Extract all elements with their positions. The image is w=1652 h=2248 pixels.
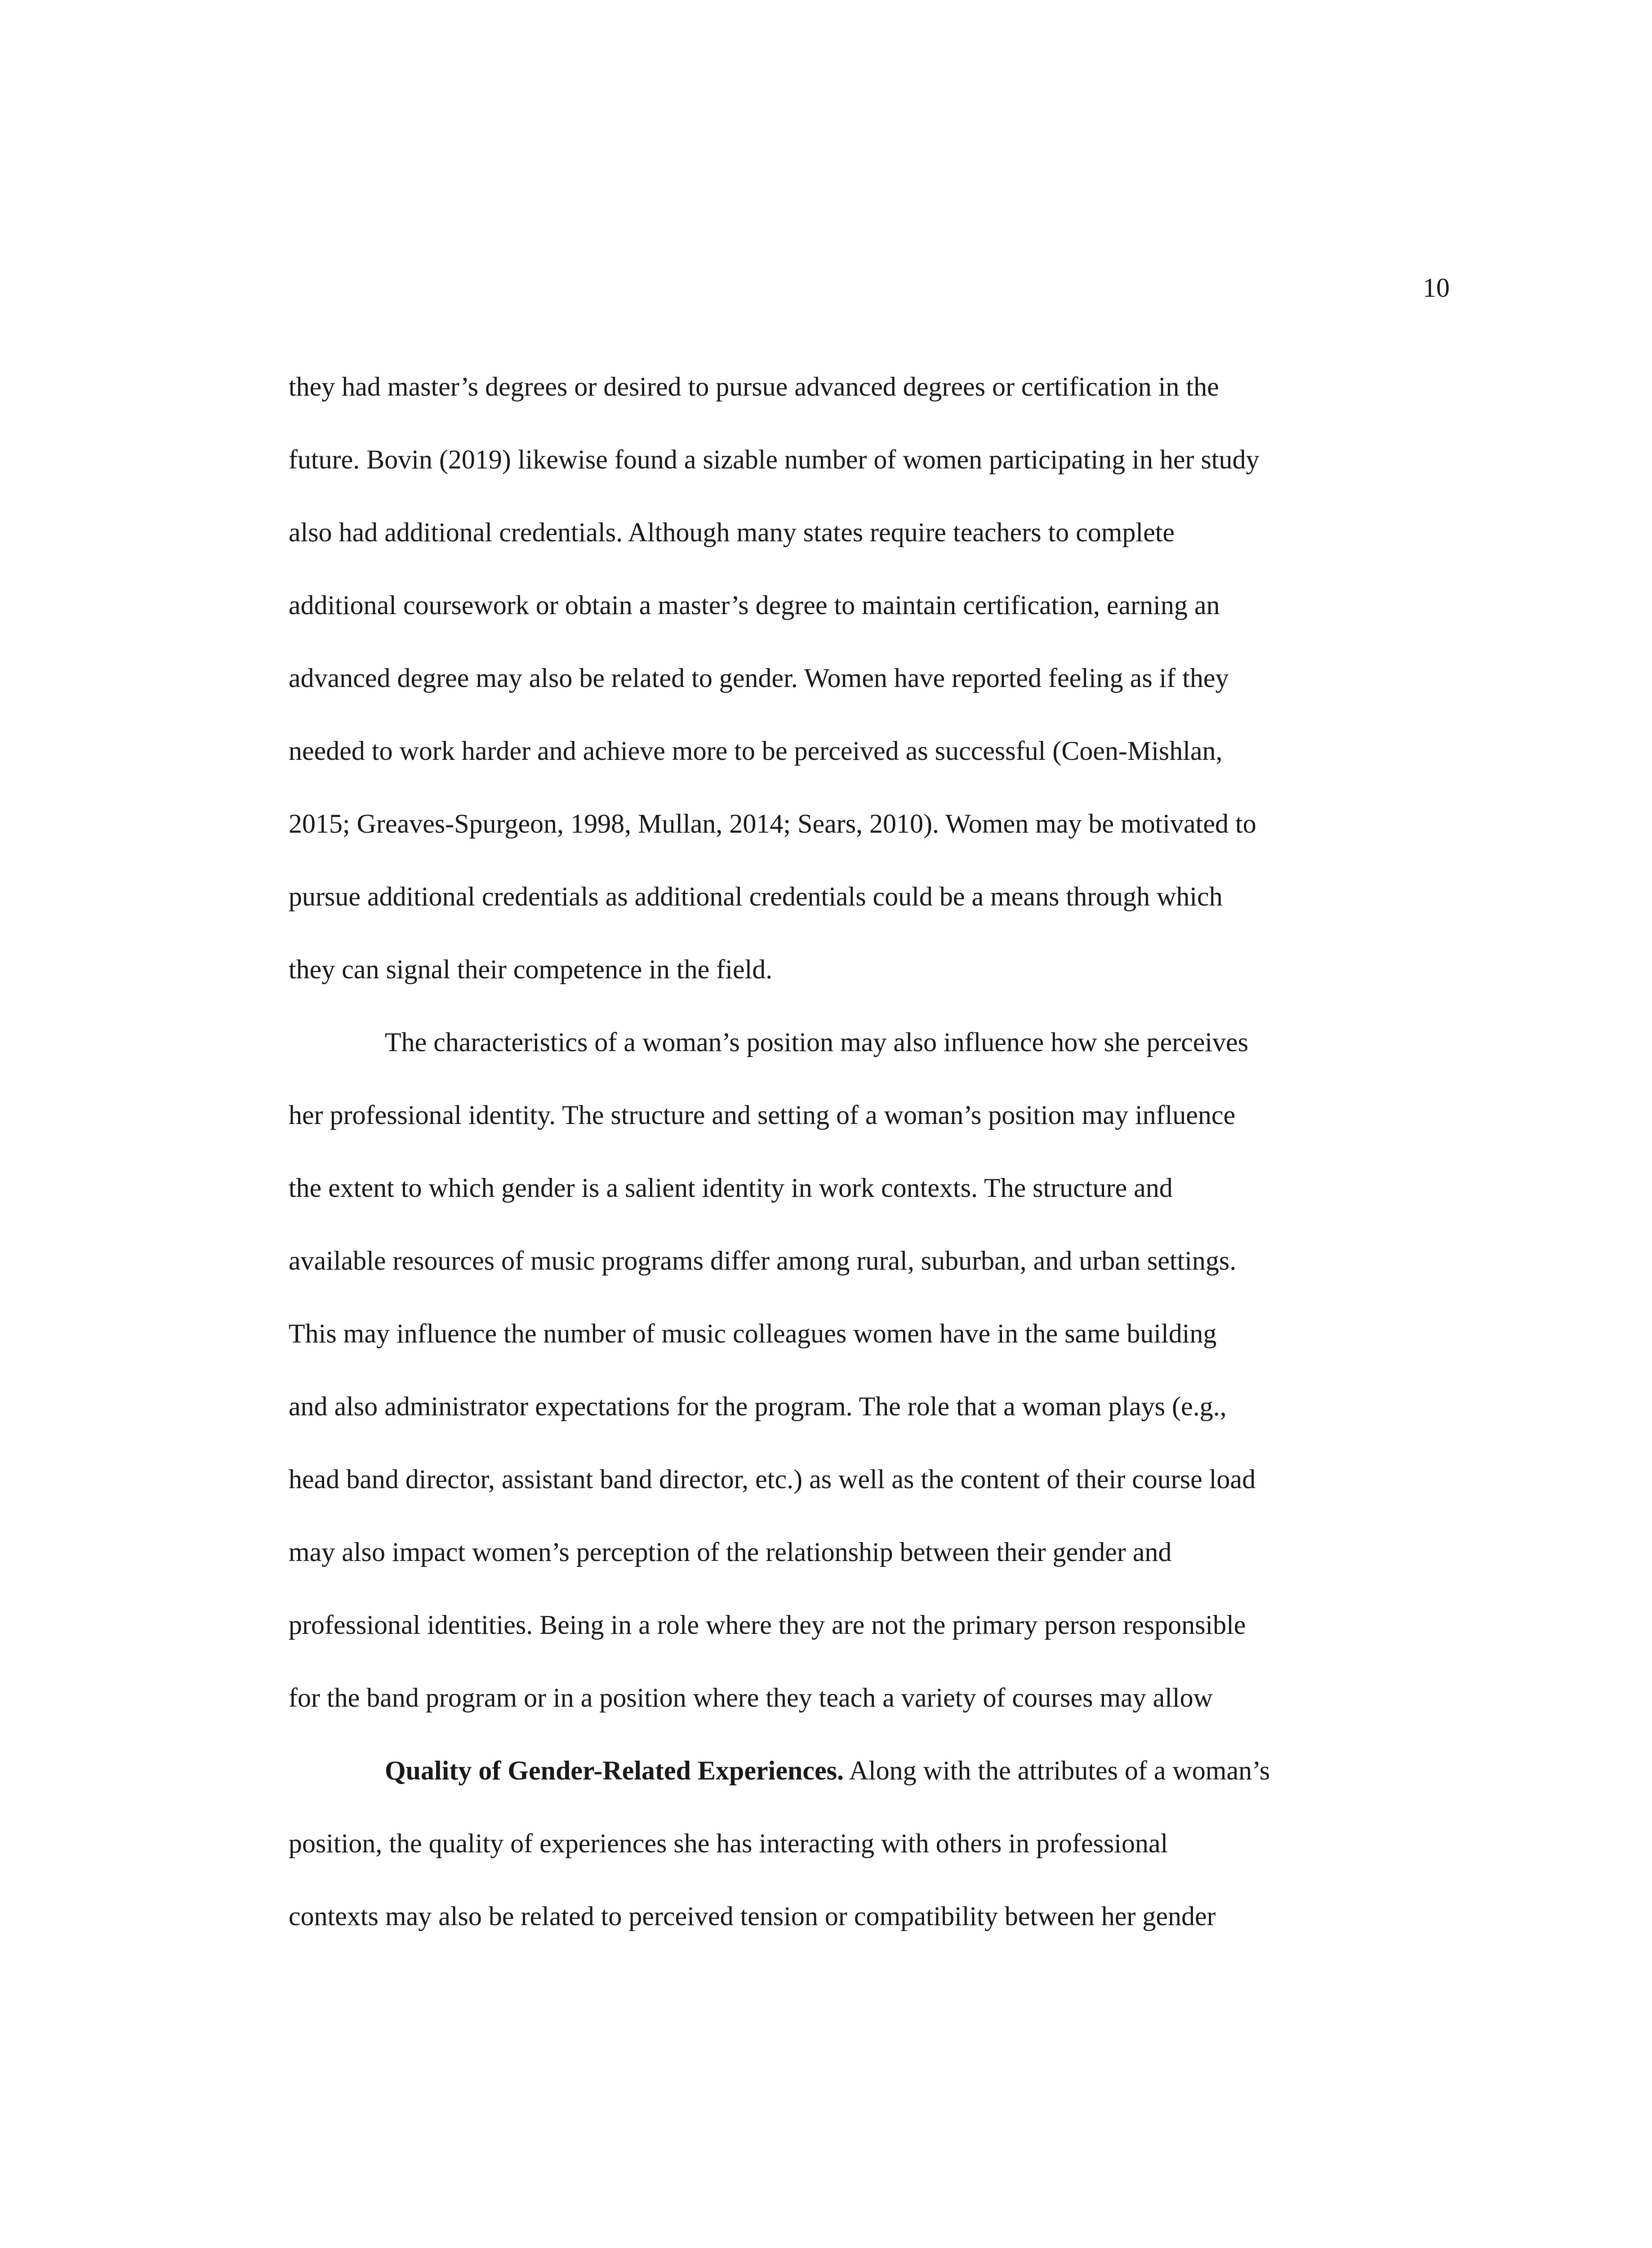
text-line: needed to work harder and achieve more to be perceived as successful (Coen-Mishlan, (289, 736, 1223, 766)
text-line: available resources of music programs differ among rural, suburban, and urban settings. (289, 1246, 1237, 1276)
text-line: future. Bovin (2019) likewise found a sizable number of women participating in her study (289, 445, 1260, 474)
text-line: contexts may also be related to perceived tension or compatibility between her gender (289, 1901, 1216, 1931)
text-line: This may influence the number of music colleagues women have in the same building (289, 1319, 1217, 1348)
text-line (289, 1748, 1448, 1821)
text-line: and also administrator expectations for the program. The role that a woman plays (e.g., (289, 1392, 1227, 1421)
page-number: 10 (1423, 273, 1450, 303)
text-line: position, the quality of experiences she has interacting with others in professional (289, 1829, 1168, 1858)
text-line: 2015; Greaves-Spurgeon, 1998, Mullan, 2014; Sears, 2010). Women may be motivated to (289, 809, 1256, 839)
text-line: The characteristics of a woman’s position may also influence how she perceives (385, 1027, 1249, 1057)
text-line: may also impact women’s perception of the relationship between their gender and (289, 1537, 1172, 1567)
text-line: also had additional credentials. Although many states require teachers to complete (289, 517, 1175, 547)
section-heading: Quality of Gender-Related Experiences. (385, 1756, 844, 1785)
text-line: they had master’s degrees or desired to pursue advanced degrees or certification in the (289, 372, 1219, 401)
paragraph-2 (289, 1020, 1448, 1748)
text-line: professional identities. Being in a role where they are not the primary person responsible (289, 1610, 1246, 1640)
text-line: for the band program or in a position where they teach a variety of courses may allow (289, 1683, 1213, 1713)
text-line: advanced degree may also be related to gender. Women have reported feeling as if they (289, 663, 1229, 693)
text-line: head band director, assistant band director, etc.) as well as the content of their course load (289, 1464, 1256, 1494)
text-line: pursue additional credentials as additional credentials could be a means through which (289, 882, 1223, 911)
text-line: additional coursework or obtain a master’s degree to maintain certification, earning an (289, 590, 1220, 620)
paragraph-3 (289, 1748, 1448, 1967)
document-body (289, 364, 1448, 1967)
text-line: they can signal their competence in the field. (289, 955, 773, 984)
text-line: the extent to which gender is a salient identity in work contexts. The structure and (289, 1173, 1173, 1203)
heading-line-rest: Along with the attributes of a woman’s (843, 1756, 1270, 1785)
paragraph-1 (289, 364, 1448, 1020)
text-line: her professional identity. The structure and setting of a woman’s position may influence (289, 1100, 1236, 1130)
